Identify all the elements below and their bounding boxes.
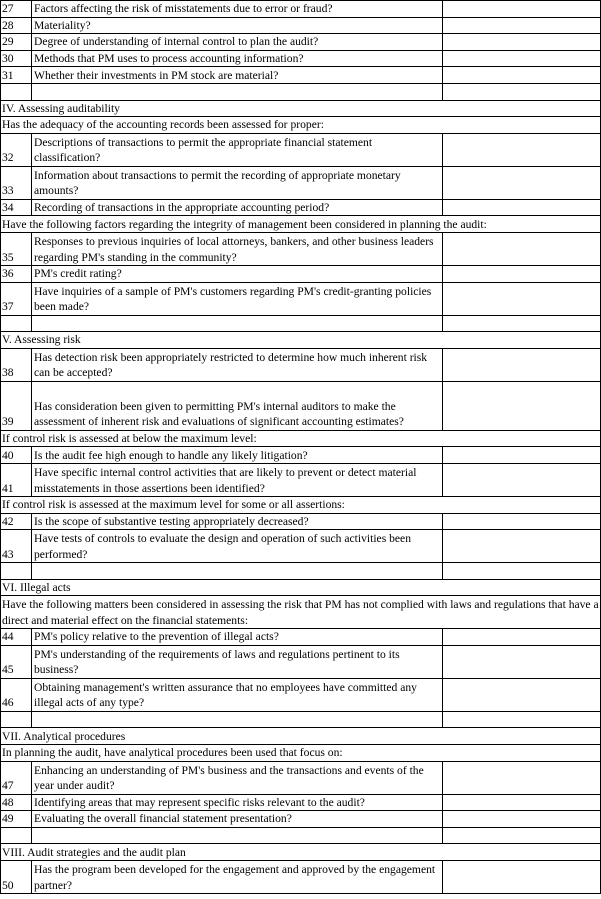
answer-cell[interactable]	[443, 861, 601, 894]
question-number: 27	[1, 1, 32, 18]
question-text: Obtaining management's written assurance that no employees have committed any illegal acts of any type?	[32, 678, 443, 711]
question-number: 41	[1, 463, 32, 496]
question-number: 34	[1, 199, 32, 216]
checklist-body	[1, 1, 601, 894]
question-text: Evaluating the overall financial statement presentation?	[32, 811, 443, 828]
question-text: Factors affecting the risk of misstatements due to error or fraud?	[32, 1, 443, 18]
section-heading: Has the adequacy of the accounting records been assessed for proper:	[1, 117, 601, 134]
question-text: Degree of understanding of internal control to plan the audit?	[32, 34, 443, 51]
blank-cell	[1, 83, 32, 100]
blank-cell	[32, 827, 443, 844]
blank-cell	[1, 315, 32, 332]
question-row	[1, 761, 601, 794]
section-heading: VIII. Audit strategies and the audit plan	[1, 844, 601, 861]
question-text: Has consideration been given to permitting PM's internal auditors to make the assessment of inherent risk and evaluations of significant accounting estimates?	[32, 381, 443, 430]
answer-cell[interactable]	[443, 811, 601, 828]
section-row	[1, 216, 601, 233]
question-number: 28	[1, 17, 32, 34]
section-heading: Have the following factors regarding the integrity of management been considered in planning the audit:	[1, 216, 601, 233]
question-text: Identifying areas that may represent specific risks relevant to the audit?	[32, 794, 443, 811]
question-row	[1, 811, 601, 828]
section-row	[1, 844, 601, 861]
section-row	[1, 117, 601, 134]
section-heading: If control risk is assessed at the maximum level for some or all assertions:	[1, 496, 601, 513]
blank-cell	[32, 83, 443, 100]
answer-cell[interactable]	[443, 199, 601, 216]
answer-cell[interactable]	[443, 67, 601, 84]
question-number: 44	[1, 629, 32, 646]
answer-cell[interactable]	[443, 530, 601, 563]
blank-cell	[1, 563, 32, 580]
blank-cell	[1, 827, 32, 844]
blank-row	[1, 827, 601, 844]
question-row	[1, 629, 601, 646]
question-number: 48	[1, 794, 32, 811]
question-number: 46	[1, 678, 32, 711]
section-row	[1, 745, 601, 762]
question-number: 39	[1, 381, 32, 430]
question-row	[1, 463, 601, 496]
question-text: Enhancing an understanding of PM's business and the transactions and events of the year under audit?	[32, 761, 443, 794]
section-heading: If control risk is assessed at below the maximum level:	[1, 430, 601, 447]
question-text: Have tests of controls to evaluate the design and operation of such activities been performed?	[32, 530, 443, 563]
question-row	[1, 232, 601, 265]
question-text: Has detection risk been appropriately restricted to determine how much inherent risk can be accepted?	[32, 348, 443, 381]
answer-cell[interactable]	[443, 133, 601, 166]
answer-cell[interactable]	[443, 17, 601, 34]
question-number: 31	[1, 67, 32, 84]
blank-row	[1, 563, 601, 580]
question-text: PM's policy relative to the prevention of illegal acts?	[32, 629, 443, 646]
question-row	[1, 17, 601, 34]
question-number: 47	[1, 761, 32, 794]
blank-cell	[443, 827, 601, 844]
question-row	[1, 348, 601, 381]
question-row	[1, 794, 601, 811]
answer-cell[interactable]	[443, 282, 601, 315]
answer-cell[interactable]	[443, 645, 601, 678]
blank-row	[1, 83, 601, 100]
question-number: 43	[1, 530, 32, 563]
section-heading: VII. Analytical procedures	[1, 728, 601, 745]
section-heading: V. Assessing risk	[1, 332, 601, 349]
question-number: 32	[1, 133, 32, 166]
answer-cell[interactable]	[443, 761, 601, 794]
question-row	[1, 50, 601, 67]
answer-cell[interactable]	[443, 794, 601, 811]
question-row	[1, 530, 601, 563]
question-text: Materiality?	[32, 17, 443, 34]
answer-cell[interactable]	[443, 1, 601, 18]
question-number: 45	[1, 645, 32, 678]
answer-cell[interactable]	[443, 348, 601, 381]
question-row	[1, 265, 601, 282]
blank-row	[1, 315, 601, 332]
question-row	[1, 67, 601, 84]
section-heading: IV. Assessing auditability	[1, 100, 601, 117]
question-text: PM's credit rating?	[32, 265, 443, 282]
question-number: 35	[1, 232, 32, 265]
answer-cell[interactable]	[443, 50, 601, 67]
question-number: 29	[1, 34, 32, 51]
question-text: Is the scope of substantive testing appropriately decreased?	[32, 513, 443, 530]
section-row	[1, 496, 601, 513]
blank-cell	[443, 83, 601, 100]
question-row	[1, 645, 601, 678]
section-row	[1, 430, 601, 447]
blank-row	[1, 711, 601, 728]
answer-cell[interactable]	[443, 447, 601, 464]
answer-cell[interactable]	[443, 265, 601, 282]
blank-cell	[32, 563, 443, 580]
section-heading: VI. Illegal acts	[1, 579, 601, 596]
question-row	[1, 861, 601, 894]
section-heading: In planning the audit, have analytical procedures been used that focus on:	[1, 745, 601, 762]
section-row	[1, 728, 601, 745]
question-text: Is the audit fee high enough to handle any likely litigation?	[32, 447, 443, 464]
section-heading: Have the following matters been considered in assessing the risk that PM has not complied with laws and regulations that have a direct and material effect on the financial statements:	[1, 596, 601, 629]
answer-cell[interactable]	[443, 34, 601, 51]
section-row	[1, 332, 601, 349]
answer-cell[interactable]	[443, 381, 601, 430]
question-row	[1, 199, 601, 216]
blank-cell	[443, 315, 601, 332]
question-text: Has the program been developed for the engagement and approved by the engagement partner?	[32, 861, 443, 894]
question-row	[1, 133, 601, 166]
question-text: Whether their investments in PM stock are material?	[32, 67, 443, 84]
question-row	[1, 1, 601, 18]
section-row	[1, 579, 601, 596]
answer-cell[interactable]	[443, 678, 601, 711]
question-number: 33	[1, 166, 32, 199]
answer-cell[interactable]	[443, 232, 601, 265]
question-text: Have inquiries of a sample of PM's customers regarding PM's credit-granting policies been made?	[32, 282, 443, 315]
question-row	[1, 678, 601, 711]
question-row	[1, 447, 601, 464]
blank-cell	[32, 711, 443, 728]
question-text: PM's understanding of the requirements of laws and regulations pertinent to its business?	[32, 645, 443, 678]
question-text: Responses to previous inquiries of local attorneys, bankers, and other business leaders regarding PM's standing in the community?	[32, 232, 443, 265]
question-row	[1, 282, 601, 315]
question-text: Descriptions of transactions to permit the appropriate financial statement classification?	[32, 133, 443, 166]
question-text: Information about transactions to permit the recording of appropriate monetary amounts?	[32, 166, 443, 199]
blank-cell	[1, 711, 32, 728]
question-number: 38	[1, 348, 32, 381]
question-row	[1, 34, 601, 51]
blank-cell	[443, 711, 601, 728]
question-number: 30	[1, 50, 32, 67]
question-number: 37	[1, 282, 32, 315]
question-number: 40	[1, 447, 32, 464]
section-row	[1, 100, 601, 117]
blank-cell	[32, 315, 443, 332]
question-text: Methods that PM uses to process accounting information?	[32, 50, 443, 67]
answer-cell[interactable]	[443, 513, 601, 530]
question-row	[1, 381, 601, 430]
question-row	[1, 166, 601, 199]
answer-cell[interactable]	[443, 166, 601, 199]
question-number: 42	[1, 513, 32, 530]
answer-cell[interactable]	[443, 463, 601, 496]
question-text: Recording of transactions in the appropriate accounting period?	[32, 199, 443, 216]
answer-cell[interactable]	[443, 629, 601, 646]
question-row	[1, 513, 601, 530]
question-number: 49	[1, 811, 32, 828]
question-text: Have specific internal control activities that are likely to prevent or detect material misstatements in those assertions been identified?	[32, 463, 443, 496]
section-row	[1, 596, 601, 629]
question-number: 36	[1, 265, 32, 282]
blank-cell	[443, 563, 601, 580]
question-number: 50	[1, 861, 32, 894]
